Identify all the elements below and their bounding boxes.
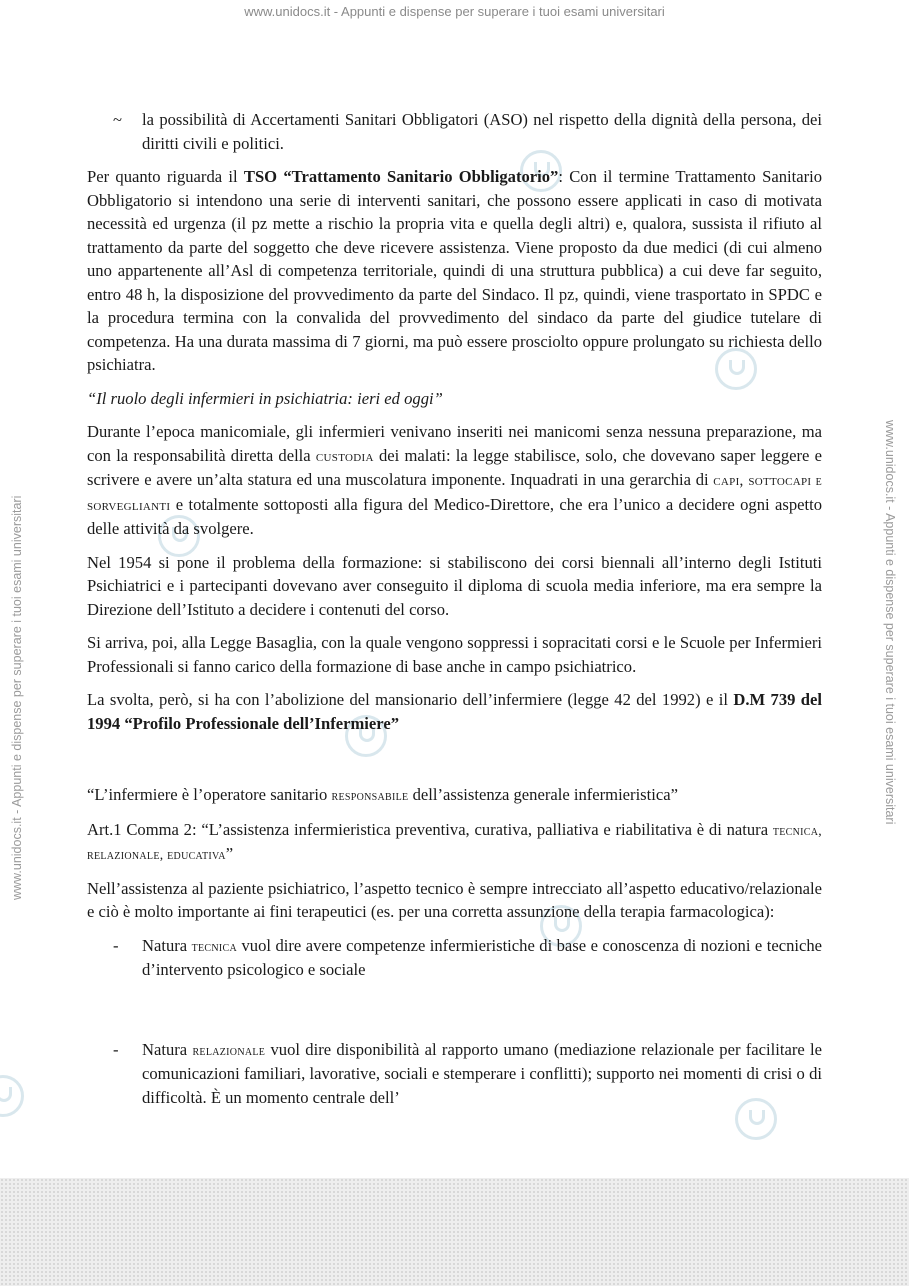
watermark-logo-icon	[0, 1075, 24, 1117]
manicomiale-paragraph: Durante l’epoca manicomiale, gli infermieri venivano inseriti nei manicomi senza nessuna preparazione, ma con la responsabilità diretta della custodia dei malati: la legge stabilisce, solo, che dovevano saper leggere e scrivere e avere un’alta statura ed una muscolatura imponente. Inquadrati in una gerarchia di capi, sottocapi e sorveglianti e totalmente sottoposti alla figura del Medico-Direttore, che era l’unico a decidere ogni aspetto delle attività da svolgere.	[87, 422, 822, 538]
tso-paragraph: Per quanto riguarda il TSO “Trattamento Sanitario Obbligatorio”: Con il termine Trattamento Sanitario Obbligatorio si intendono una serie di interventi sanitari, che possono essere applicati in caso di motivata necessità ed urgenza (il pz mette a rischio la propria vita e quella degli altri) e, qualora, sussista il rifiuto al trattamento da parte del soggetto che deve ricevere assistenza. Viene proposto da due medici (di cui almeno uno appartenente all’Asl di competenza territoriale, quindi di una struttura pubblica) a cui deve far seguito, entro 48 h, la disposizione del provvedimento da parte del Sindaco. Il pz, quindi, viene trasportato in SPDC e la procedura termina con la convalida del provvedimento del sindaco da parte del giudice tutelare di competenza. Ha una durata massima di 7 giorni, ma può essere prosciolto oppure prolungato su richiesta dello psichiatra.	[87, 167, 823, 374]
list-item-tecnica: - Natura tecnica vuol dire avere competenze infermieristiche di base e conoscenza di nozioni e tecniche d’intervento psicologico e sociale	[113, 935, 822, 979]
infermiere-quote: “L’infermiere è l’operatore sanitario responsabile dell’assistenza generale infermieristica”	[87, 785, 678, 804]
document-page	[87, 108, 822, 1119]
section-title: “Il ruolo degli infermieri in psichiatria: ieri ed oggi”	[87, 388, 443, 408]
paragraph-1954: Nel 1954 si pone il problema della formazione: si stabiliscono dei corsi biennali all’interno degli Istituti Psichiatrici e i partecipanti dovevano aver conseguito il diploma di scuola media inferiore, ma era sempre la Direzione dell’Istituto a decidere i contenuti del corso.	[87, 552, 822, 619]
bullet-text: la possibilità di Accertamenti Sanitari Obbligatori (ASO) nel rispetto della dignità della persona, dei diritti civili e politici.	[142, 110, 822, 153]
page-fade-overlay	[0, 1178, 909, 1286]
tso-term: TSO “Trattamento Sanitario Obbligatorio”	[243, 167, 559, 186]
svolta-paragraph: La svolta, però, si ha con l’abolizione del mansionario dell’infermiere (legge 42 del 1992) e il D.M 739 del 1994 “Profilo Professionale dell’Infermiere”	[87, 690, 823, 733]
paziente-paragraph: Nell’assistenza al paziente psichiatrico, l’aspetto tecnico è sempre intrecciato all’aspetto educativo/relazionale e ciò è molto importante ai fini terapeutici (es. per una corretta assunzione della terapia farmacologica):	[87, 878, 822, 921]
list-item-aso	[87, 108, 822, 155]
art1-paragraph: Art.1 Comma 2: “L’assistenza infermieristica preventiva, curativa, palliativa e riabilitativa è di natura tecnica, relazionale, educativa”	[87, 819, 822, 863]
basaglia-paragraph: Si arriva, poi, alla Legge Basaglia, con la quale vengono soppressi i sopracitati corsi e le Scuole per Infermieri Professionali si fanno carico della formazione di base anche in campo psichiatrico.	[87, 633, 822, 676]
dash-bullet-icon: -	[113, 935, 119, 955]
list-item-relazionale: - Natura relazionale vuol dire disponibilità al rapporto umano (mediazione relazionale per facilitare le comunicazioni familiari, lavorative, sociali e stemperare i conflitti); supporto nei momenti di crisi o di difficoltà. È un momento centrale dell’	[113, 1039, 822, 1107]
side-watermark-right: www.unidocs.it - Appunti e dispense per superare i tuoi esami universitari	[883, 420, 897, 825]
tilde-bullet-icon: ~	[113, 110, 122, 129]
side-watermark-left: www.unidocs.it - Appunti e dispense per superare i tuoi esami universitari	[10, 495, 24, 900]
dash-bullet-icon: -	[113, 1039, 119, 1059]
site-banner: www.unidocs.it - Appunti e dispense per superare i tuoi esami universitari	[244, 4, 665, 19]
